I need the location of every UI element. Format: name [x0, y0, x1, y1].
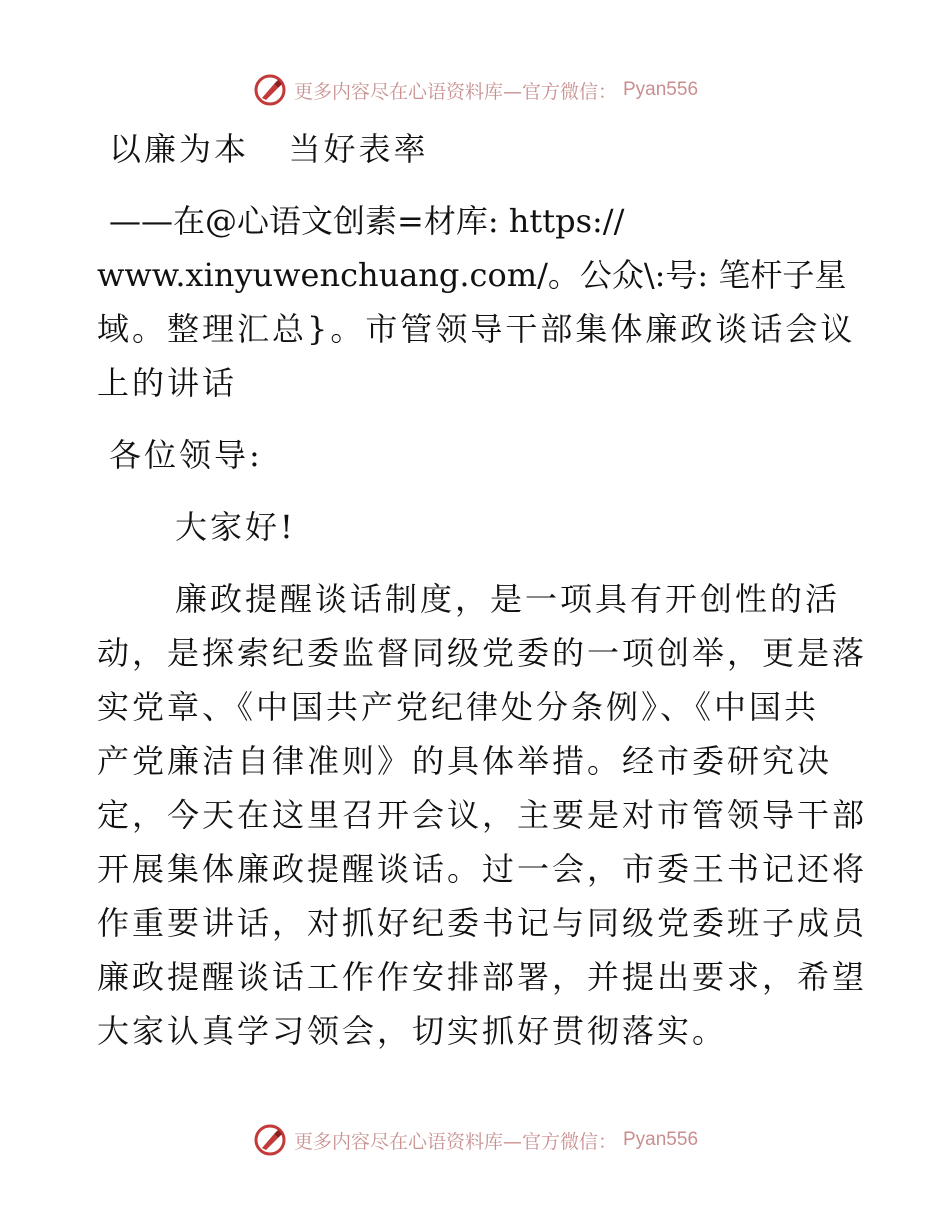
banner-text: 更多内容尽在心语资料库—官方微信：	[293, 80, 617, 103]
subtitle-line-4: 上的讲话	[97, 364, 238, 402]
footer-banner	[0, 1120, 950, 1160]
paragraph-line-3: 实党章、《中国共产党纪律处分条例》、《中国共	[97, 688, 820, 726]
header-banner	[0, 70, 950, 110]
paragraph-line-6: 开展集体廉政提醒谈话。过一会，市委王书记还将	[97, 850, 868, 888]
banner-wechat-id: Pyan556	[623, 79, 699, 100]
banner-wechat-id: Pyan556	[623, 1129, 699, 1150]
subtitle-line-3: 域。整理汇总}。市管领导干部集体廉政谈话会议	[97, 310, 856, 348]
banner-text: 更多内容尽在心语资料库—官方微信：	[293, 1130, 617, 1153]
paragraph-line-8: 廉政提醒谈话工作作安排部署，并提出要求，希望	[97, 958, 868, 996]
salutation: 各位领导:	[109, 436, 263, 474]
paragraph-line-4: 产党廉洁自律准则》的具体举措。经市委研究决	[97, 742, 833, 780]
paragraph-line-5: 定，今天在这里召开会议，主要是对市管领导干部	[97, 796, 868, 834]
document-title: 以廉为本 当好表率	[109, 130, 429, 168]
pen-logo-icon	[252, 72, 288, 108]
subtitle-line-1: ——在@心语文创素=材库: https://	[109, 202, 625, 240]
paragraph-line-7: 作重要讲话，对抓好纪委书记与同级党委班子成员	[97, 904, 868, 942]
pen-logo-icon	[252, 1122, 288, 1158]
paragraph-line-2: 动，是探索纪委监督同级党委的一项创举，更是落	[97, 634, 868, 672]
paragraph-line-1: 廉政提醒谈话制度，是一项具有开创性的活	[175, 580, 841, 618]
document-body	[97, 120, 868, 1058]
paragraph-line-9: 大家认真学习领会，切实抓好贯彻落实。	[97, 1012, 728, 1050]
subtitle-line-2: www.xinyuwenchuang.com/。公众\:号: 笔杆子星	[97, 256, 847, 294]
greeting: 大家好!	[175, 508, 296, 546]
